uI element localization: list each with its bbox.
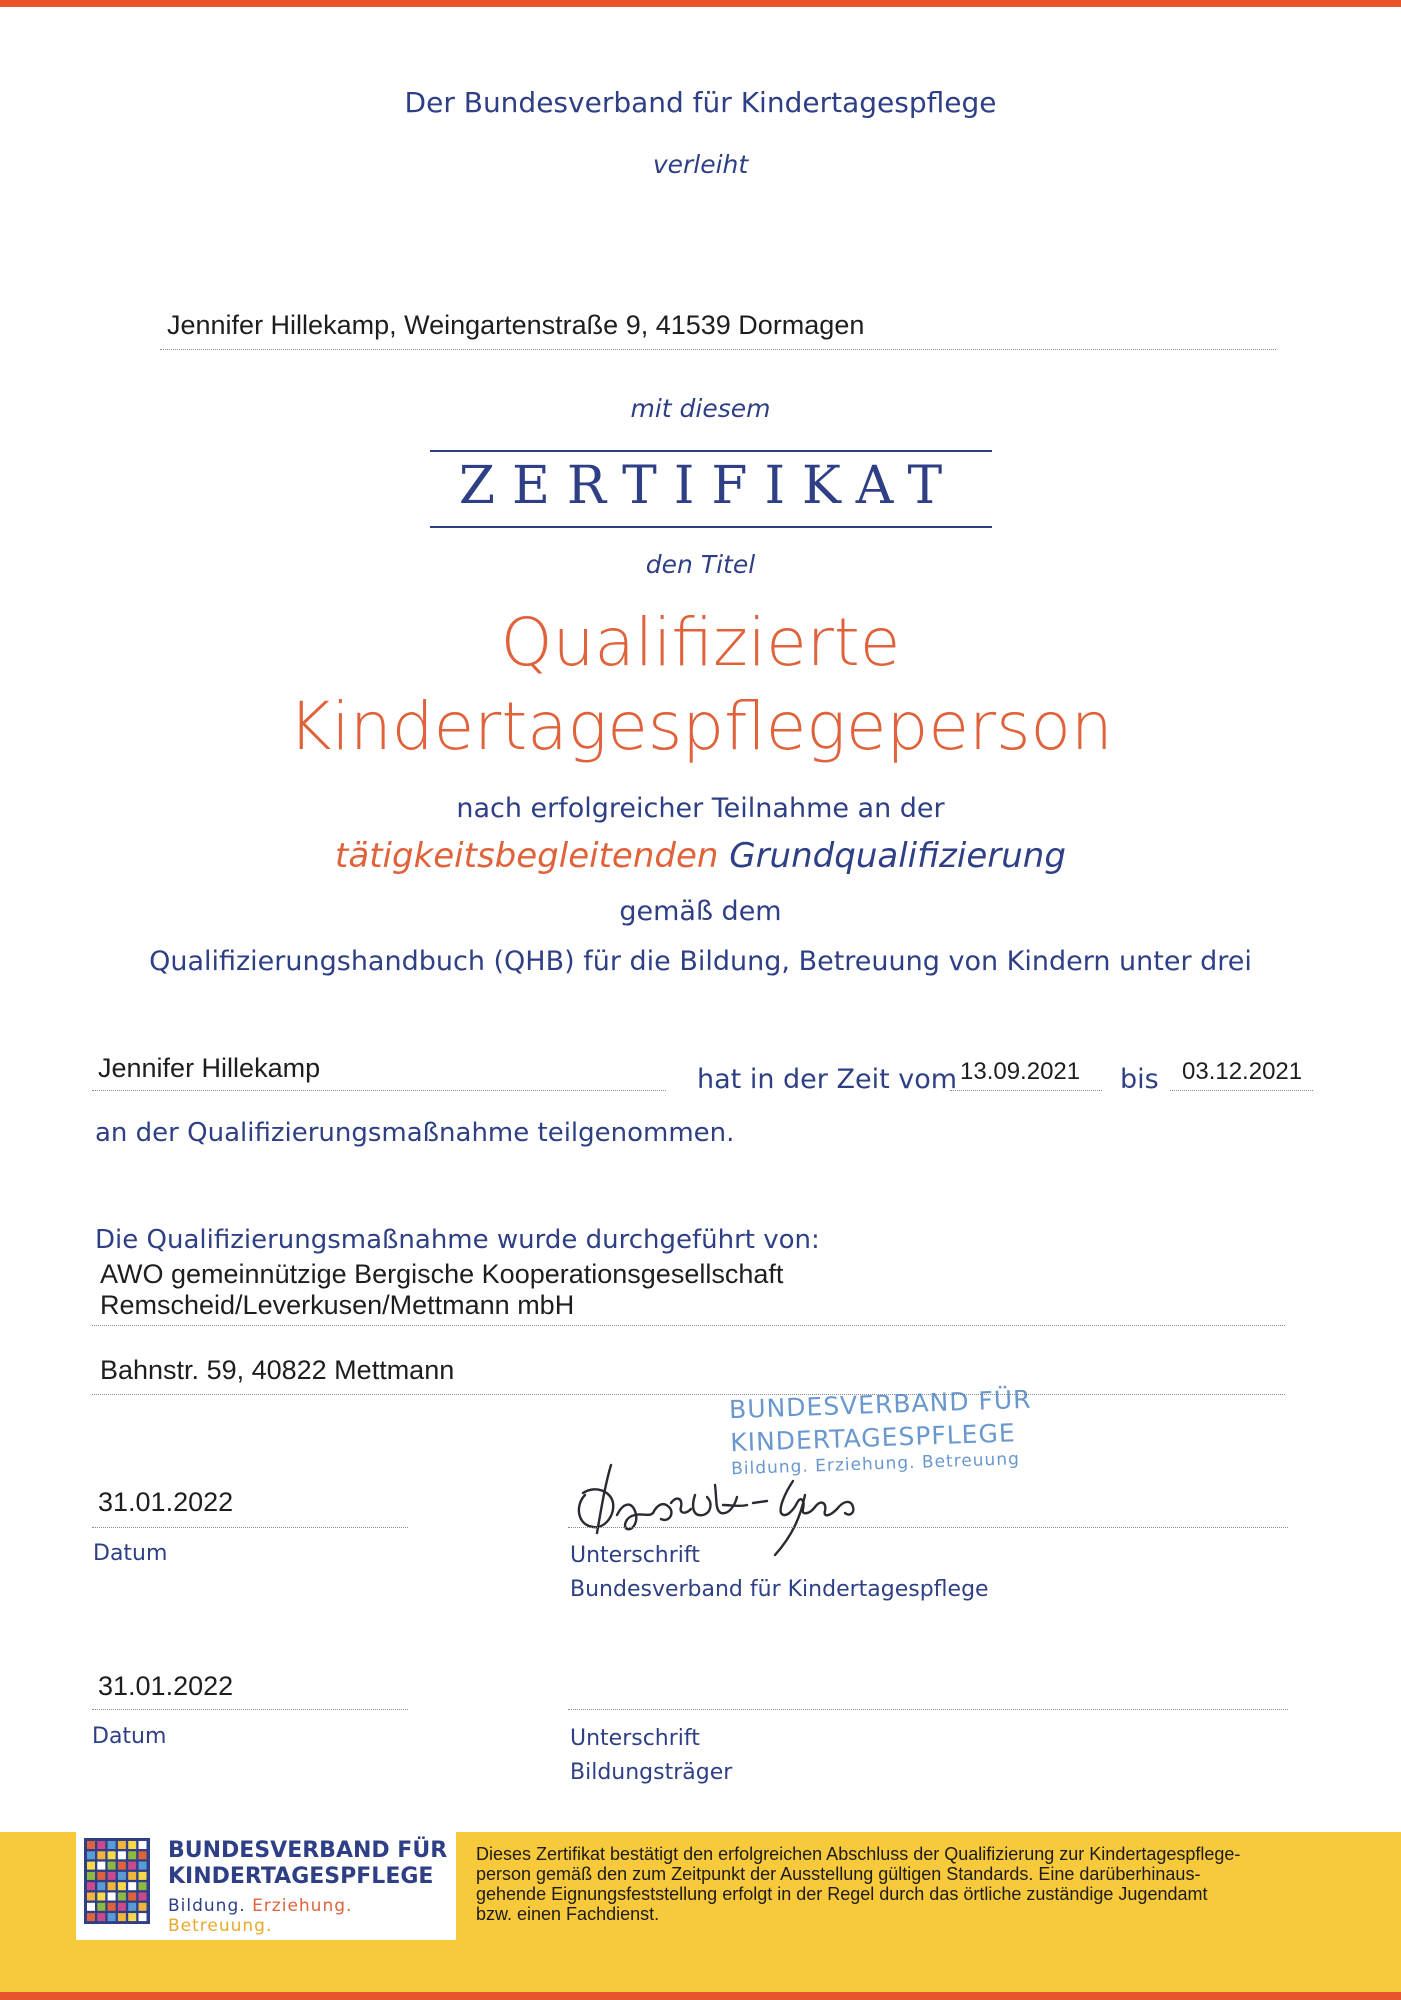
logo-mosaic-tile [118,1903,126,1911]
logo-mosaic-tile [128,1841,136,1849]
qualification-blue-word: Grundqualifizierung [729,836,1066,876]
signature-1-dotted-line [568,1527,1288,1528]
footer-note-line-2: person gemäß den zum Zeitpunkt der Ausstellung gültigen Standards. Eine darüberhinaus- [476,1864,1201,1884]
certificate-rule-top [430,450,992,452]
after-participation-text: nach erfolgreicher Teilnahme an der [456,793,945,824]
start-date: 13.09.2021 [960,1058,1081,1085]
logo-mosaic-tile [108,1882,116,1890]
signature-2-organization: Bildungsträger [570,1760,733,1785]
logo-mosaic-tile [128,1872,136,1880]
logo-mosaic-tile [118,1882,126,1890]
logo-mosaic-tile [87,1893,95,1901]
issuer-heading: Der Bundesverband für Kindertagespflege [404,86,997,119]
logo-mosaic-tile [139,1841,147,1849]
end-date-dotted-line [1170,1090,1313,1091]
top-border [0,0,1401,7]
logo-mosaic-tile [87,1903,95,1911]
certificate-word: ZERTIFIKAT [458,456,960,516]
handbook-text: Qualifizierungshandbuch (QHB) für die Bildung, Betreuung von Kindern unter drei [149,946,1252,977]
logo-mosaic-tile [87,1882,95,1890]
provider-name-line-2: Remscheid/Leverkusen/Mettmann mbH [100,1290,575,1320]
logo-mosaic-tile [139,1851,147,1859]
logo-mosaic-tile [118,1862,126,1870]
participant-dotted-line [92,1090,666,1091]
logo-mosaic-tile [139,1913,147,1921]
logo-mosaic-tile [128,1903,136,1911]
logo-mosaic-tile [87,1913,95,1921]
logo-tag-3: Betreuung. [168,1916,273,1936]
recipient-dotted-line [160,349,1276,350]
logo-mosaic-tile [128,1913,136,1921]
logo-mosaic-tile [87,1851,95,1859]
logo-mosaic-tile [97,1851,105,1859]
issuer-verb: verleiht [652,150,749,179]
title-line-2: Kindertagespflegeperson [288,688,1113,765]
bottom-border [0,1992,1401,2000]
logo [76,1830,456,1940]
logo-mosaic-tile [108,1862,116,1870]
logo-mosaic-tile [97,1872,105,1880]
start-date-dotted-line [950,1090,1102,1091]
provider-address: Bahnstr. 59, 40822 Mettmann [100,1355,455,1385]
logo-mosaic-tile [108,1913,116,1921]
logo-mosaic-tile [118,1841,126,1849]
date-1: 31.01.2022 [98,1487,234,1517]
participated-text: an der Qualifizierungsmaßnahme teilgenommen. [95,1118,735,1148]
logo-tag-1: Bildung. [168,1896,246,1916]
logo-mosaic-tile [139,1903,147,1911]
logo-mosaic-tile [128,1893,136,1901]
with-this-label: mit diesem [630,394,771,423]
signature-2-label: Unterschrift [570,1726,700,1751]
logo-mosaic-tile [108,1851,116,1859]
stamp-line-2: KINDERTAGESPFLEGE [729,1418,1017,1458]
logo-line-2: KINDERTAGESPFLEGE [168,1864,434,1889]
date-1-label: Datum [93,1541,168,1566]
logo-mosaic-tile [139,1872,147,1880]
signature-2-dotted-line [568,1709,1288,1710]
address-dotted-line [92,1394,1285,1395]
date-2-dotted-line [92,1709,408,1710]
stamp-line-1: BUNDESVERBAND FÜR [728,1384,1033,1425]
footer-note [476,1844,1396,1924]
logo-mosaic-tile [128,1851,136,1859]
logo-mosaic-tile [139,1862,147,1870]
logo-mosaic-tile [87,1872,95,1880]
logo-line-1: BUNDESVERBAND FÜR [168,1838,448,1863]
logo-mosaic-tile [118,1893,126,1901]
provider-name-line-1: AWO gemeinnützige Bergische Kooperationsgesellschaft [100,1259,784,1289]
signature-1-organization: Bundesverband für Kindertagespflege [570,1577,989,1602]
according-to-text: gemäß dem [619,896,782,927]
qualification-orange-word: tätigkeitsbegleitenden [335,836,719,876]
footer-note-line-4: bzw. einen Fachdienst. [476,1904,660,1924]
logo-mosaic-tile [139,1882,147,1890]
logo-mosaic-tile [118,1851,126,1859]
logo-mosaic-tile [97,1913,105,1921]
logo-mosaic-tile [97,1903,105,1911]
provider-label: Die Qualifizierungsmaßnahme wurde durchgeführt von: [95,1225,820,1255]
recipient-line: Jennifer Hillekamp, Weingartenstraße 9, 41539 Dormagen [167,310,865,340]
logo-icon [84,1838,150,1924]
logo-tag-2: Erziehung. [252,1896,353,1916]
until-label: bis [1120,1064,1159,1095]
signature-1-label: Unterschrift [570,1543,700,1568]
certificate-rule-bottom [430,526,992,528]
logo-mosaic-tile [118,1872,126,1880]
date-1-dotted-line [92,1527,408,1528]
date-2: 31.01.2022 [98,1671,234,1701]
stamp-line-3: Bildung. Erziehung. Betreuung [730,1449,1021,1480]
logo-mosaic-tile [87,1841,95,1849]
logo-mosaic-tile [108,1903,116,1911]
logo-mosaic-tile [128,1882,136,1890]
logo-mosaic-tile [97,1841,105,1849]
logo-mosaic-tile [97,1862,105,1870]
date-2-label: Datum [92,1724,167,1749]
logo-mosaic-tile [97,1893,105,1901]
participant-name: Jennifer Hillekamp [98,1053,321,1083]
logo-mosaic-tile [108,1893,116,1901]
qualification-name [0,836,1401,876]
provider-dotted-line [92,1325,1285,1326]
logo-mosaic-tile [108,1841,116,1849]
title-line-1: Qualifizierte [500,604,901,681]
logo-mosaic-tile [118,1913,126,1921]
the-title-label: den Titel [645,550,756,579]
end-date: 03.12.2021 [1182,1058,1303,1085]
period-label: hat in der Zeit vom [697,1064,958,1095]
logo-mosaic-tile [108,1872,116,1880]
logo-mosaic-tile [139,1893,147,1901]
footer-note-line-3: gehende Eignungsfeststellung erfolgt in der Regel durch das örtliche zuständige Jugendamt [476,1884,1208,1904]
logo-tagline [168,1896,456,1936]
logo-mosaic-tile [87,1862,95,1870]
logo-mosaic-tile [128,1862,136,1870]
logo-mosaic-tile [97,1882,105,1890]
footer-note-line-1: Dieses Zertifikat bestätigt den erfolgreichen Abschluss der Qualifizierung zur Kindertagespflege- [476,1844,1241,1864]
